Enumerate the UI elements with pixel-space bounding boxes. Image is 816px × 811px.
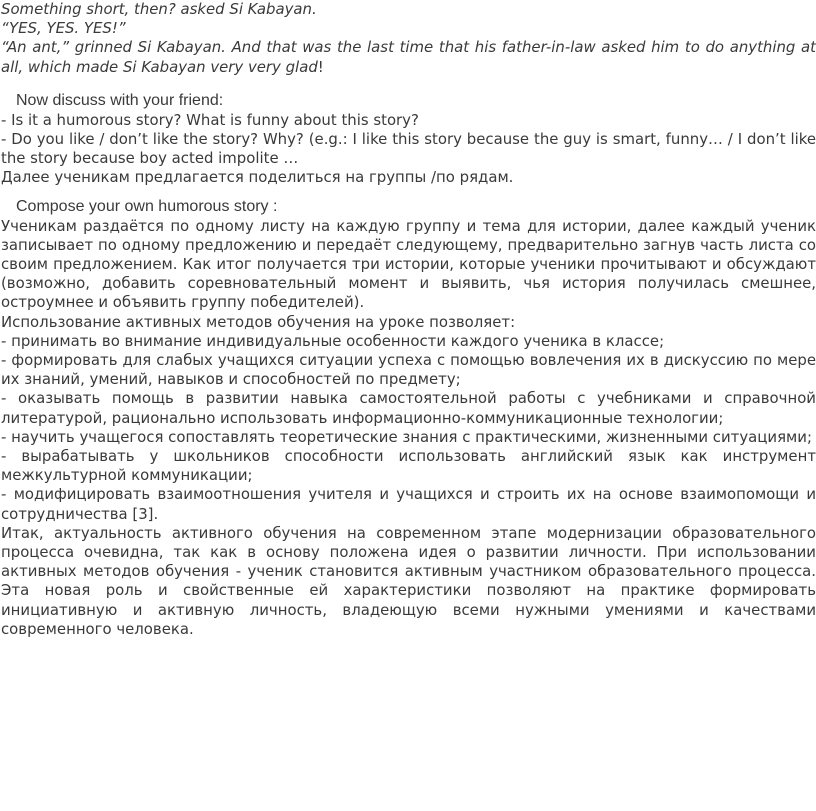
story-line-3	[1, 38, 816, 76]
story-line-2: “YES, YES. YES!”	[1, 19, 126, 38]
discuss-question-1: - Is it a humorous story? What is funny about this story?	[1, 110, 419, 129]
story-line-3-text: “An ant,” grinned Si Kabayan. And that was the last time that his father-in-law asked him to do anything at all, which made Si Kabayan very very glad	[1, 38, 816, 76]
compose-paragraph: Ученикам раздаётся по одному листу на каждую группу и тема для истории, далее каждый ученик записывает по одному предложению и передаёт следующему, предварительно загнув часть листа со своим предложением. Как итог получается три истории, которые ученики прочитывают и обсуждают (возможно, добавить соревновательный момент и выявить, чья история получилась смешнее, остроумнее и объявить группу победителей).	[1, 216, 816, 312]
compose-heading: Compose your own humorous story :	[16, 197, 278, 215]
methods-item-2: - формировать для слабых учащихся ситуации успеха с помощью вовлечения их в дискуссию по мере их знаний, умений, навыков и способностей по предмету;	[1, 351, 816, 389]
methods-item-6: - модифицировать взаимоотношения учителя и учащихся и строить их на основе взаимопомощи и сотрудничества [3].	[1, 485, 816, 523]
methods-item-3: - оказывать помощь в развитии навыка самостоятельной работы с учебниками и справочной литературой, рационально использовать информационно-коммуникационные технологии;	[1, 389, 816, 427]
story-line-3-end: !	[317, 57, 324, 76]
methods-item-1: - принимать во внимание индивидуальные особенности каждого ученика в классе;	[1, 331, 665, 350]
methods-intro: Использование активных методов обучения на уроке позволяет:	[1, 312, 516, 331]
story-line-1: Something short, then? asked Si Kabayan.	[1, 0, 317, 18]
discuss-heading: Now discuss with your friend:	[16, 91, 224, 109]
methods-item-4: - научить учащегося сопоставлять теоретические знания с практическими, жизненными ситуациями;	[1, 427, 812, 446]
methods-item-5: - вырабатывать у школьников способности использовать английский язык как инструмент межкультурной коммуникации;	[1, 447, 816, 485]
discuss-question-2: - Do you like / don’t like the story? Why? (e.g.: I like this story because the guy is smart, funny… / I don’t like the story because boy acted impolite …	[1, 130, 816, 168]
conclusion-paragraph: Итак, актуальность активного обучения на современном этапе модернизации образовательного процесса очевидна, так как в основу положена идея о развитии личности. При использовании активных методов обучения - ученик становится активным участником образовательного процесса. Эта новая роль и свойственные ей характеристики позволяют на практике формировать инициативную и активную личность, владеющую всеми нужными умениями и качествами современного человека.	[1, 523, 816, 638]
discuss-note: Далее ученикам предлагается поделиться на группы /по рядам.	[1, 168, 514, 187]
